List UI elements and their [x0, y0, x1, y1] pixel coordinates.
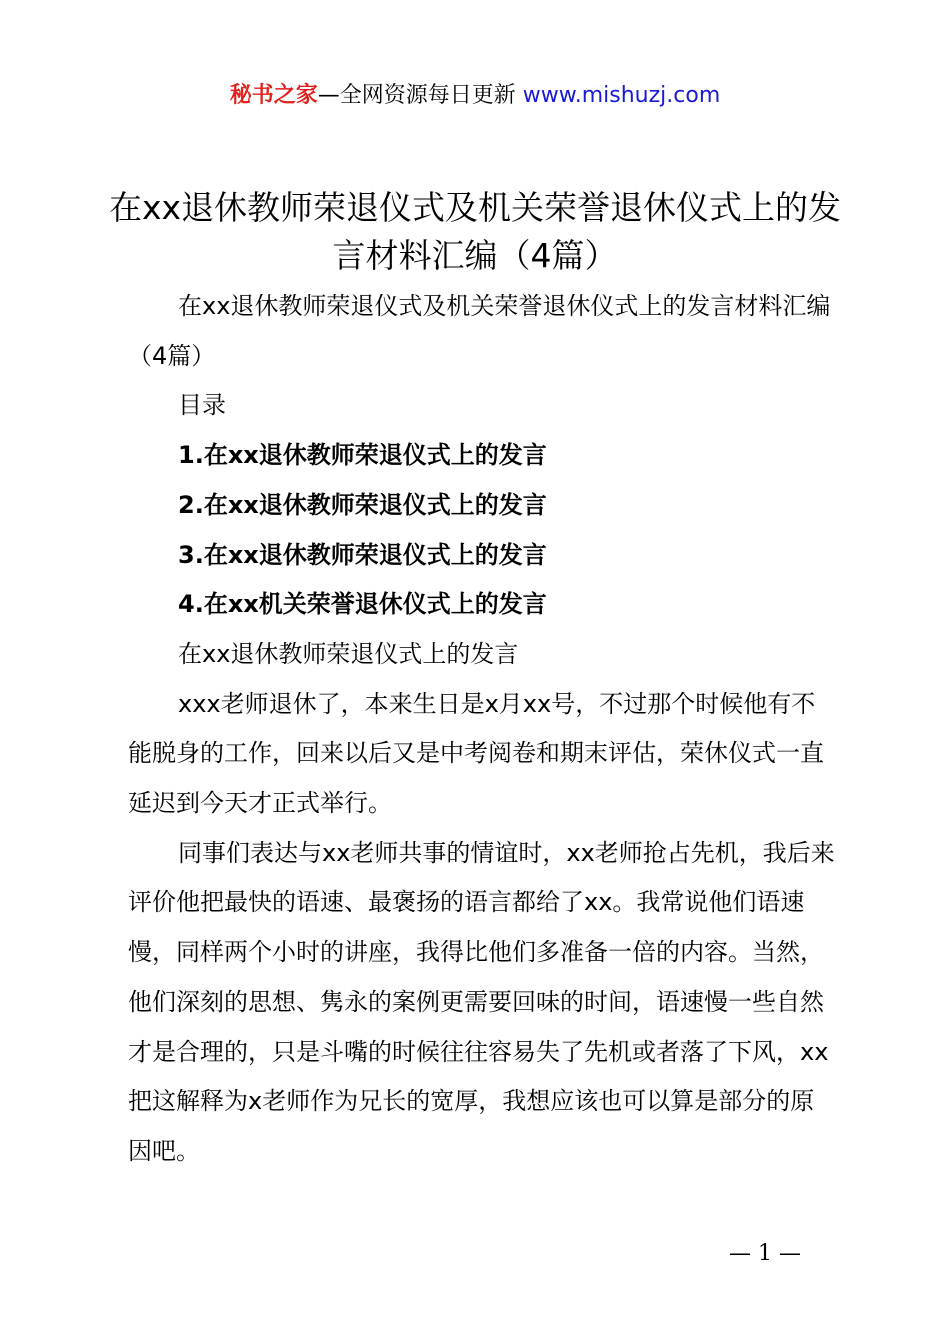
site-brand: 秘书之家 [229, 83, 318, 108]
toc-item: 4.在xx机关荣誉退休仪式上的发言 [178, 590, 547, 619]
document-title: 在xx退休教师荣退仪式及机关荣誉退休仪式上的发言材料汇编（4篇） [108, 188, 842, 275]
body-paragraph: xxx老师退休了，本来生日是x月xx号，不过那个时候他有不能脱身的工作，回来以后又是中考阅卷和期末评估，荣休仪式一直延迟到今天才正式举行。 [128, 689, 824, 818]
toc-item: 2.在xx退休教师荣退仪式上的发言 [178, 490, 547, 519]
intro-paragraph: 在xx退休教师荣退仪式及机关荣誉退休仪式上的发言材料汇编（4篇） [128, 292, 831, 370]
toc-heading: 目录 [178, 391, 226, 420]
site-header [0, 80, 950, 112]
body-paragraph: 同事们表达与xx老师共事的情谊时，xx老师抢占先机，我后来评价他把最快的语速、最褒扬的语言都给了xx。我常说他们语速慢，同样两个小时的讲座，我得比他们多准备一倍的内容。当然，他们深刻的思想、隽永的案例更需要回味的时间，语速慢一些自然才是合理的，只是斗嘴的时候往往容易失了先机或者落了下风，xx把这解释为x老师作为兄长的宽厚，我想应该也可以算是部分的原因吧。 [128, 838, 835, 1165]
toc-item: 1.在xx退休教师荣退仪式上的发言 [178, 441, 547, 470]
section-title: 在xx退休教师荣退仪式上的发言 [178, 639, 519, 668]
page-number: — 1 — [729, 1241, 801, 1266]
toc-item: 3.在xx退休教师荣退仪式上的发言 [178, 540, 547, 569]
document-body [128, 282, 838, 1177]
site-url-link[interactable]: www.mishuzj.com [522, 83, 721, 108]
site-tagline: —全网资源每日更新 [317, 83, 523, 108]
